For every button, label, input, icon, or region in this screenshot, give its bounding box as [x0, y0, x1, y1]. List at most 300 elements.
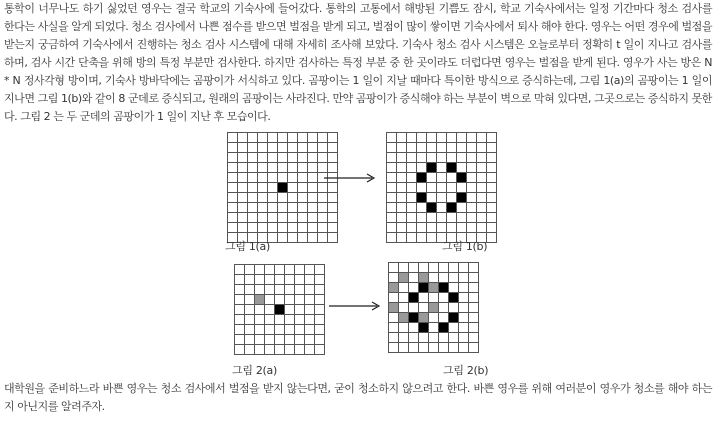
grid-cell [437, 223, 446, 232]
grid-cell [315, 305, 324, 314]
grid-cell [258, 203, 267, 212]
grid-cell [459, 333, 468, 342]
grid-cell [278, 173, 287, 182]
grid-cell [298, 233, 307, 242]
grid-cell [457, 133, 466, 142]
grid-cell [295, 335, 304, 344]
grid-cell [235, 325, 244, 334]
black-mold-cell [417, 193, 426, 202]
grid-cell [427, 193, 436, 202]
grid-cell [318, 133, 327, 142]
grid-cell [469, 303, 478, 312]
grid-cell [295, 285, 304, 294]
grid-cell [487, 213, 496, 222]
grid-cell [245, 345, 254, 354]
grid-cell [437, 133, 446, 142]
grid-cell [235, 305, 244, 314]
grid-figure-1b [386, 132, 497, 243]
grid-cell [459, 293, 468, 302]
grid-cell [459, 313, 468, 322]
grid-cell [268, 143, 277, 152]
grid-cell [318, 163, 327, 172]
grid-cell [397, 193, 406, 202]
grid-cell [449, 333, 458, 342]
grid-cell [318, 223, 327, 232]
grid-cell [245, 275, 254, 284]
grid-cell [258, 173, 267, 182]
grid-cell [228, 223, 237, 232]
grid-cell [255, 285, 264, 294]
grid-cell [467, 203, 476, 212]
grid-cell [245, 325, 254, 334]
grid-cell [288, 223, 297, 232]
grid-cell [315, 315, 324, 324]
grid-cell [228, 183, 237, 192]
grid-cell [459, 323, 468, 332]
grid-cell [399, 323, 408, 332]
grid-cell [467, 153, 476, 162]
grid-cell [407, 213, 416, 222]
grid-cell [265, 295, 274, 304]
grid-cell [248, 213, 257, 222]
grid-cell [268, 213, 277, 222]
grid-cell [447, 193, 456, 202]
grid-cell [389, 273, 398, 282]
gray-mold-cell [419, 313, 428, 322]
grid-cell [397, 143, 406, 152]
grid-cell [387, 133, 396, 142]
grid-cell [238, 223, 247, 232]
figure-1a [227, 132, 338, 243]
grid-cell [288, 183, 297, 192]
grid-cell [387, 233, 396, 242]
grid-cell [315, 265, 324, 274]
grid-cell [399, 333, 408, 342]
grid-cell [228, 173, 237, 182]
grid-cell [255, 345, 264, 354]
grid-cell [439, 333, 448, 342]
grid-cell [228, 193, 237, 202]
grid-cell [288, 143, 297, 152]
grid-cell [285, 315, 294, 324]
grid-cell [477, 223, 486, 232]
grid-cell [248, 163, 257, 172]
grid-cell [487, 173, 496, 182]
grid-cell [449, 263, 458, 272]
grid-cell [407, 183, 416, 192]
grid-cell [278, 203, 287, 212]
grid-cell [298, 183, 307, 192]
grid-cell [417, 213, 426, 222]
grid-cell [477, 203, 486, 212]
grid-cell [265, 305, 274, 314]
grid-cell [275, 285, 284, 294]
caption-figure-2a: 그림 2(a) [232, 364, 277, 377]
grid-cell [318, 143, 327, 152]
grid-cell [248, 223, 257, 232]
grid-cell [387, 173, 396, 182]
grid-cell [315, 325, 324, 334]
caption-figure-1b: 그림 1(b) [442, 240, 488, 253]
grid-cell [427, 153, 436, 162]
grid-cell [285, 285, 294, 294]
grid-cell [268, 183, 277, 192]
grid-cell [397, 173, 406, 182]
grid-cell [487, 133, 496, 142]
grid-cell [449, 283, 458, 292]
grid-cell [417, 163, 426, 172]
grid-cell [305, 285, 314, 294]
grid-cell [407, 133, 416, 142]
grid-figure-1a [227, 132, 338, 243]
grid-cell [469, 263, 478, 272]
grid-cell [389, 293, 398, 302]
grid-cell [467, 213, 476, 222]
grid-cell [275, 275, 284, 284]
grid-cell [288, 203, 297, 212]
grid-cell [429, 293, 438, 302]
grid-cell [228, 153, 237, 162]
grid-cell [258, 133, 267, 142]
grid-cell [285, 325, 294, 334]
grid-cell [248, 133, 257, 142]
grid-cell [328, 203, 337, 212]
grid-cell [308, 233, 317, 242]
intro-paragraph: 통학이 너무나도 하기 싫었던 영우는 결국 학교의 기숙사에 들어갔다. 통학의 고통에서 해방된 기쁨도 잠시, 학교 기숙사에서는 일정 기간마다 청소 검사를 한다는 사실을 알게 되었다. 청소 검사에서 나쁜 점수를 받으면 벌점을 받게 되고, 벌점이 많이 쌓이면 기숙사에서 퇴사 해야 한다. 영우는 어떤 경우에 벌점을 받는지 궁금하여 기숙사에서 진행하는 청소 검사 시스템에 대해 자세히 조사해 보았다. 기숙사 청소 검사 시스템은 오늘로부터 정확히 t 일이 지나고 검사를 하며, 검사 시간 단축을 위해 방의 특정 부분만 검사한다. 하지만 검사하는 특정 부분 중 한 곳이라도 더럽다면 영우는 벌점을 받게 된다. 영우가 사는 방은 N * N 정사각형 방이며, 기숙사 방바닥에는 곰팡이가 서식하고 있다. 곰팡이는 1 일이 지날 때마다 특이한 방식으로 증식하는데, 그림 1(a)의 곰팡이는 1 일이 지나면 그림 1(b)와 같이 8 군데로 증식되고, 원래의 곰팡이는 사라진다. 만약 곰팡이가 증식해야 하는 부분이 벽으로 막혀 있다면, 그곳으로는 증식하지 못한다. 그림 2 는 두 군데의 곰팡이가 1 일이 지난 후 모습이다. [4, 2, 712, 123]
grid-cell [328, 163, 337, 172]
grid-cell [447, 183, 456, 192]
grid-cell [469, 323, 478, 332]
grid-cell [387, 163, 396, 172]
grid-cell [328, 193, 337, 202]
grid-cell [268, 133, 277, 142]
grid-cell [278, 163, 287, 172]
grid-cell [238, 143, 247, 152]
grid-cell [469, 343, 478, 352]
grid-cell [409, 333, 418, 342]
grid-cell [305, 295, 314, 304]
grid-cell [447, 213, 456, 222]
grid-cell [389, 333, 398, 342]
grid-cell [469, 313, 478, 322]
grid-cell [439, 303, 448, 312]
grid-cell [265, 285, 274, 294]
grid-cell [298, 193, 307, 202]
figure-2b [388, 262, 479, 353]
grid-cell [245, 305, 254, 314]
gray-mold-cell [255, 295, 264, 304]
grid-cell [409, 303, 418, 312]
grid-cell [258, 223, 267, 232]
grid-cell [439, 263, 448, 272]
grid-cell [278, 193, 287, 202]
grid-cell [245, 295, 254, 304]
grid-cell [397, 153, 406, 162]
grid-cell [389, 323, 398, 332]
grid-cell [397, 223, 406, 232]
grid-cell [315, 295, 324, 304]
grid-cell [318, 183, 327, 192]
grid-cell [308, 193, 317, 202]
grid-cell [298, 203, 307, 212]
grid-cell [308, 163, 317, 172]
grid-cell [429, 323, 438, 332]
black-mold-cell [419, 323, 428, 332]
grid-cell [477, 133, 486, 142]
grid-cell [437, 203, 446, 212]
grid-cell [417, 133, 426, 142]
grid-cell [437, 173, 446, 182]
grid-cell [278, 233, 287, 242]
grid-cell [305, 345, 314, 354]
grid-cell [457, 223, 466, 232]
grid-cell [467, 163, 476, 172]
grid-cell [305, 265, 314, 274]
grid-cell [419, 293, 428, 302]
grid-cell [285, 345, 294, 354]
grid-cell [477, 153, 486, 162]
grid-cell [245, 265, 254, 274]
grid-cell [397, 233, 406, 242]
grid-cell [389, 313, 398, 322]
grid-cell [238, 153, 247, 162]
arrow-right-icon [327, 300, 385, 312]
grid-cell [407, 163, 416, 172]
grid-cell [397, 133, 406, 142]
grid-cell [268, 223, 277, 232]
grid-cell [258, 183, 267, 192]
grid-cell [295, 305, 304, 314]
grid-cell [457, 163, 466, 172]
grid-cell [427, 173, 436, 182]
grid-cell [429, 263, 438, 272]
grid-cell [477, 193, 486, 202]
black-mold-cell [449, 313, 458, 322]
grid-cell [419, 303, 428, 312]
grid-cell [437, 143, 446, 152]
grid-cell [427, 223, 436, 232]
grid-cell [387, 183, 396, 192]
grid-cell [477, 143, 486, 152]
grid-cell [477, 183, 486, 192]
grid-cell [235, 345, 244, 354]
grid-cell [318, 203, 327, 212]
grid-cell [265, 345, 274, 354]
grid-cell [439, 313, 448, 322]
grid-cell [295, 325, 304, 334]
grid-cell [275, 295, 284, 304]
grid-cell [449, 303, 458, 312]
grid-cell [387, 153, 396, 162]
grid-cell [295, 295, 304, 304]
grid-cell [268, 163, 277, 172]
black-mold-cell [457, 173, 466, 182]
grid-cell [487, 183, 496, 192]
grid-cell [328, 133, 337, 142]
grid-cell [469, 283, 478, 292]
grid-cell [318, 153, 327, 162]
grid-cell [407, 233, 416, 242]
grid-cell [285, 275, 294, 284]
grid-cell [248, 183, 257, 192]
grid-cell [457, 213, 466, 222]
grid-cell [245, 335, 254, 344]
grid-cell [409, 343, 418, 352]
grid-cell [409, 323, 418, 332]
figure-2a [234, 264, 325, 355]
grid-cell [275, 345, 284, 354]
grid-cell [457, 153, 466, 162]
grid-cell [417, 153, 426, 162]
grid-cell [288, 153, 297, 162]
black-mold-cell [439, 283, 448, 292]
grid-cell [265, 335, 274, 344]
grid-cell [238, 203, 247, 212]
grid-cell [228, 163, 237, 172]
grid-cell [407, 173, 416, 182]
grid-cell [298, 143, 307, 152]
grid-cell [308, 223, 317, 232]
grid-cell [258, 163, 267, 172]
grid-cell [248, 143, 257, 152]
grid-cell [417, 183, 426, 192]
grid-cell [437, 193, 446, 202]
grid-cell [328, 213, 337, 222]
grid-cell [285, 305, 294, 314]
black-mold-cell [427, 163, 436, 172]
grid-cell [427, 133, 436, 142]
grid-cell [315, 275, 324, 284]
grid-cell [387, 193, 396, 202]
grid-cell [487, 223, 496, 232]
black-mold-cell [409, 313, 418, 322]
grid-cell [285, 295, 294, 304]
grid-cell [305, 315, 314, 324]
grid-cell [298, 213, 307, 222]
grid-cell [407, 193, 416, 202]
grid-cell [268, 173, 277, 182]
grid-cell [248, 193, 257, 202]
arrow-right-icon [322, 172, 380, 184]
black-mold-cell [439, 323, 448, 332]
gray-mold-cell [419, 273, 428, 282]
grid-cell [429, 333, 438, 342]
grid-cell [308, 143, 317, 152]
grid-cell [487, 143, 496, 152]
grid-cell [407, 143, 416, 152]
grid-cell [248, 203, 257, 212]
grid-cell [328, 223, 337, 232]
grid-cell [298, 173, 307, 182]
grid-cell [399, 303, 408, 312]
grid-cell [278, 223, 287, 232]
grid-cell [308, 183, 317, 192]
grid-cell [265, 275, 274, 284]
grid-cell [427, 233, 436, 242]
gray-mold-cell [389, 283, 398, 292]
grid-cell [238, 133, 247, 142]
grid-cell [469, 333, 478, 342]
grid-cell [288, 163, 297, 172]
grid-figure-2b [388, 262, 479, 353]
gray-mold-cell [429, 303, 438, 312]
closing-paragraph: 대학원을 준비하느라 바쁜 영우는 청소 검사에서 벌점을 받지 않는다면, 굳이 청소하지 않으려고 한다. 바쁜 영우를 위해 여러분이 영우가 청소를 해야 하는지 아닌지를 알려주자. [4, 382, 712, 413]
grid-cell [295, 345, 304, 354]
grid-cell [245, 285, 254, 294]
grid-cell [467, 143, 476, 152]
gray-mold-cell [429, 283, 438, 292]
grid-cell [457, 143, 466, 152]
grid-cell [328, 153, 337, 162]
grid-cell [248, 173, 257, 182]
gray-mold-cell [399, 313, 408, 322]
grid-cell [288, 193, 297, 202]
grid-cell [288, 173, 297, 182]
grid-cell [447, 133, 456, 142]
grid-cell [429, 343, 438, 352]
grid-cell [467, 133, 476, 142]
grid-cell [255, 325, 264, 334]
grid-cell [318, 233, 327, 242]
black-mold-cell [427, 203, 436, 212]
grid-cell [477, 163, 486, 172]
grid-cell [315, 335, 324, 344]
grid-cell [419, 263, 428, 272]
grid-cell [427, 183, 436, 192]
grid-cell [228, 133, 237, 142]
grid-figure-2a [234, 264, 325, 355]
grid-cell [409, 283, 418, 292]
grid-cell [459, 303, 468, 312]
grid-cell [308, 173, 317, 182]
grid-cell [278, 153, 287, 162]
grid-cell [238, 193, 247, 202]
grid-cell [298, 223, 307, 232]
grid-cell [285, 265, 294, 274]
grid-cell [235, 315, 244, 324]
grid-cell [467, 173, 476, 182]
grid-cell [318, 193, 327, 202]
grid-cell [399, 343, 408, 352]
grid-cell [387, 203, 396, 212]
grid-cell [255, 335, 264, 344]
grid-cell [328, 233, 337, 242]
grid-cell [417, 223, 426, 232]
grid-cell [387, 223, 396, 232]
grid-cell [235, 265, 244, 274]
grid-cell [437, 213, 446, 222]
grid-cell [305, 325, 314, 334]
grid-cell [315, 285, 324, 294]
grid-cell [308, 153, 317, 162]
grid-cell [409, 263, 418, 272]
grid-cell [397, 203, 406, 212]
grid-cell [255, 275, 264, 284]
grid-cell [467, 223, 476, 232]
grid-cell [439, 293, 448, 302]
grid-cell [318, 213, 327, 222]
grid-cell [305, 275, 314, 284]
grid-cell [255, 265, 264, 274]
grid-cell [457, 203, 466, 212]
gray-mold-cell [389, 303, 398, 312]
grid-cell [437, 153, 446, 162]
grid-cell [437, 183, 446, 192]
grid-cell [248, 153, 257, 162]
grid-cell [275, 315, 284, 324]
grid-cell [447, 143, 456, 152]
grid-cell [255, 305, 264, 314]
